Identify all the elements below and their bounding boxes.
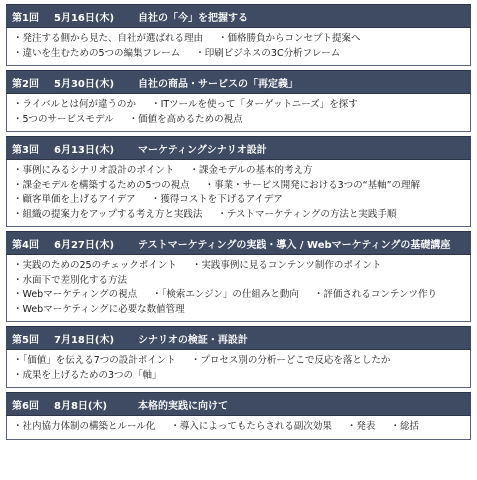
session-number: 第1回 — [12, 12, 39, 24]
session-topics — [6, 160, 471, 227]
topic-line — [13, 288, 464, 303]
topic-line — [13, 259, 464, 274]
session-header — [6, 326, 471, 350]
session-title: シナリオの検証・再設計 — [138, 334, 248, 346]
topic-item: ・課金モデルの基本的考え方 — [189, 165, 313, 176]
topic-line — [13, 179, 464, 194]
session-title: 自社の商品・サービスの「再定義」 — [138, 78, 298, 90]
topic-item: ・印刷ビジネスの3C分析フレーム — [195, 47, 341, 59]
session-title: テストマーケティングの実践・導入 / Webマーケティングの基礎講座 — [138, 239, 451, 251]
topic-line — [13, 354, 464, 369]
topic-item: ・ITツールを使って「ターゲットニーズ」を探す — [151, 99, 358, 110]
topic-line — [13, 303, 464, 318]
session-date: 6月27日(木) — [54, 239, 115, 251]
topic-item: ・プロセス別の分析ーどこで反応を落としたか — [190, 355, 391, 366]
session-4 — [6, 231, 471, 322]
topic-item: ・水面下で差別化する方法 — [13, 274, 128, 286]
session-date: 7月18日(木) — [54, 334, 115, 346]
topic-line — [13, 113, 464, 128]
topic-item: ・ライバルとは何が違うのか — [13, 99, 137, 110]
session-title: マーケティングシナリオ設計 — [138, 144, 267, 156]
topic-item: ・テストマーケティングの方法と実践手順 — [217, 208, 397, 220]
topic-item: ・評価されるコンテンツ作り — [313, 289, 437, 300]
course-schedule — [6, 4, 471, 444]
topic-line — [13, 98, 464, 113]
session-number: 第6回 — [12, 400, 39, 412]
session-title: 自社の「今」を把握する — [138, 12, 248, 24]
session-number: 第2回 — [12, 78, 39, 90]
session-number: 第5回 — [12, 334, 39, 346]
session-3 — [6, 136, 471, 227]
topic-item: ・実践事例に見るコンテンツ制作のポイント — [191, 260, 382, 271]
topic-item: ・「検索エンジン」の仕組みと動向 — [152, 289, 299, 300]
session-date: 6月13日(木) — [54, 144, 115, 156]
topic-line — [13, 369, 464, 384]
topic-item: ・Webマーケティングの視点 — [13, 289, 138, 300]
session-6 — [6, 392, 471, 440]
topic-line — [13, 208, 464, 223]
session-topics — [6, 416, 471, 440]
session-date: 8月8日(木) — [54, 400, 108, 412]
session-header — [6, 70, 471, 94]
topic-item: ・発注する側から見た、自社が選ばれる理由 — [13, 33, 204, 44]
topic-item: ・導入によってもたらされる副次効果 — [170, 421, 332, 432]
topic-item: ・5つのサービスモデル — [13, 113, 114, 125]
session-title: 本格的実践に向けて — [138, 400, 228, 412]
session-header — [6, 136, 471, 160]
session-header — [6, 392, 471, 416]
topic-line — [13, 32, 464, 47]
topic-line — [13, 420, 464, 435]
topic-item: ・総括 — [390, 421, 419, 432]
session-1 — [6, 4, 471, 66]
topic-item: ・組織の提案力をアップする考え方と実践法 — [13, 208, 203, 220]
topic-item: ・獲得コストを下げるアイデア — [150, 194, 283, 205]
topic-line — [13, 193, 464, 208]
topic-line — [13, 47, 464, 62]
topic-item: ・「価値」を伝える7つの設計ポイント — [13, 355, 176, 366]
topic-line — [13, 164, 464, 179]
topic-item: ・社内協力体制の構築とルール化 — [13, 421, 156, 432]
topic-item: ・事業・サービス開発における3つの“基軸”の理解 — [204, 179, 420, 191]
topic-item: ・違いを生むための5つの編集フレーム — [13, 47, 181, 59]
topic-item: ・発表 — [346, 421, 376, 432]
session-topics — [6, 350, 471, 388]
topic-item: ・顧客単価を上げるアイデア — [13, 194, 136, 205]
topic-line — [13, 274, 464, 289]
session-number: 第4回 — [12, 239, 39, 251]
topic-item: ・課金モデルを構築するための5つの視点 — [13, 179, 190, 191]
session-number: 第3回 — [12, 144, 39, 156]
topic-item: ・実践のための25のチェックポイント — [13, 260, 177, 271]
session-topics — [6, 255, 471, 322]
topic-item: ・Webマーケティングに必要な数値管理 — [13, 303, 185, 315]
topic-item: ・成果を上げるための3つの「軸」 — [13, 369, 162, 381]
session-2 — [6, 70, 471, 132]
session-date: 5月16日(木) — [54, 12, 115, 24]
session-5 — [6, 326, 471, 388]
topic-item: ・価値を高めるための視点 — [128, 113, 243, 125]
topic-item: ・事例にみるシナリオ設計のポイント — [13, 165, 175, 176]
topic-item: ・価格勝負からコンセプト提案へ — [218, 33, 361, 44]
session-topics — [6, 94, 471, 132]
session-date: 5月30日(木) — [54, 78, 115, 90]
session-topics — [6, 28, 471, 66]
session-header — [6, 4, 471, 28]
session-header — [6, 231, 471, 255]
